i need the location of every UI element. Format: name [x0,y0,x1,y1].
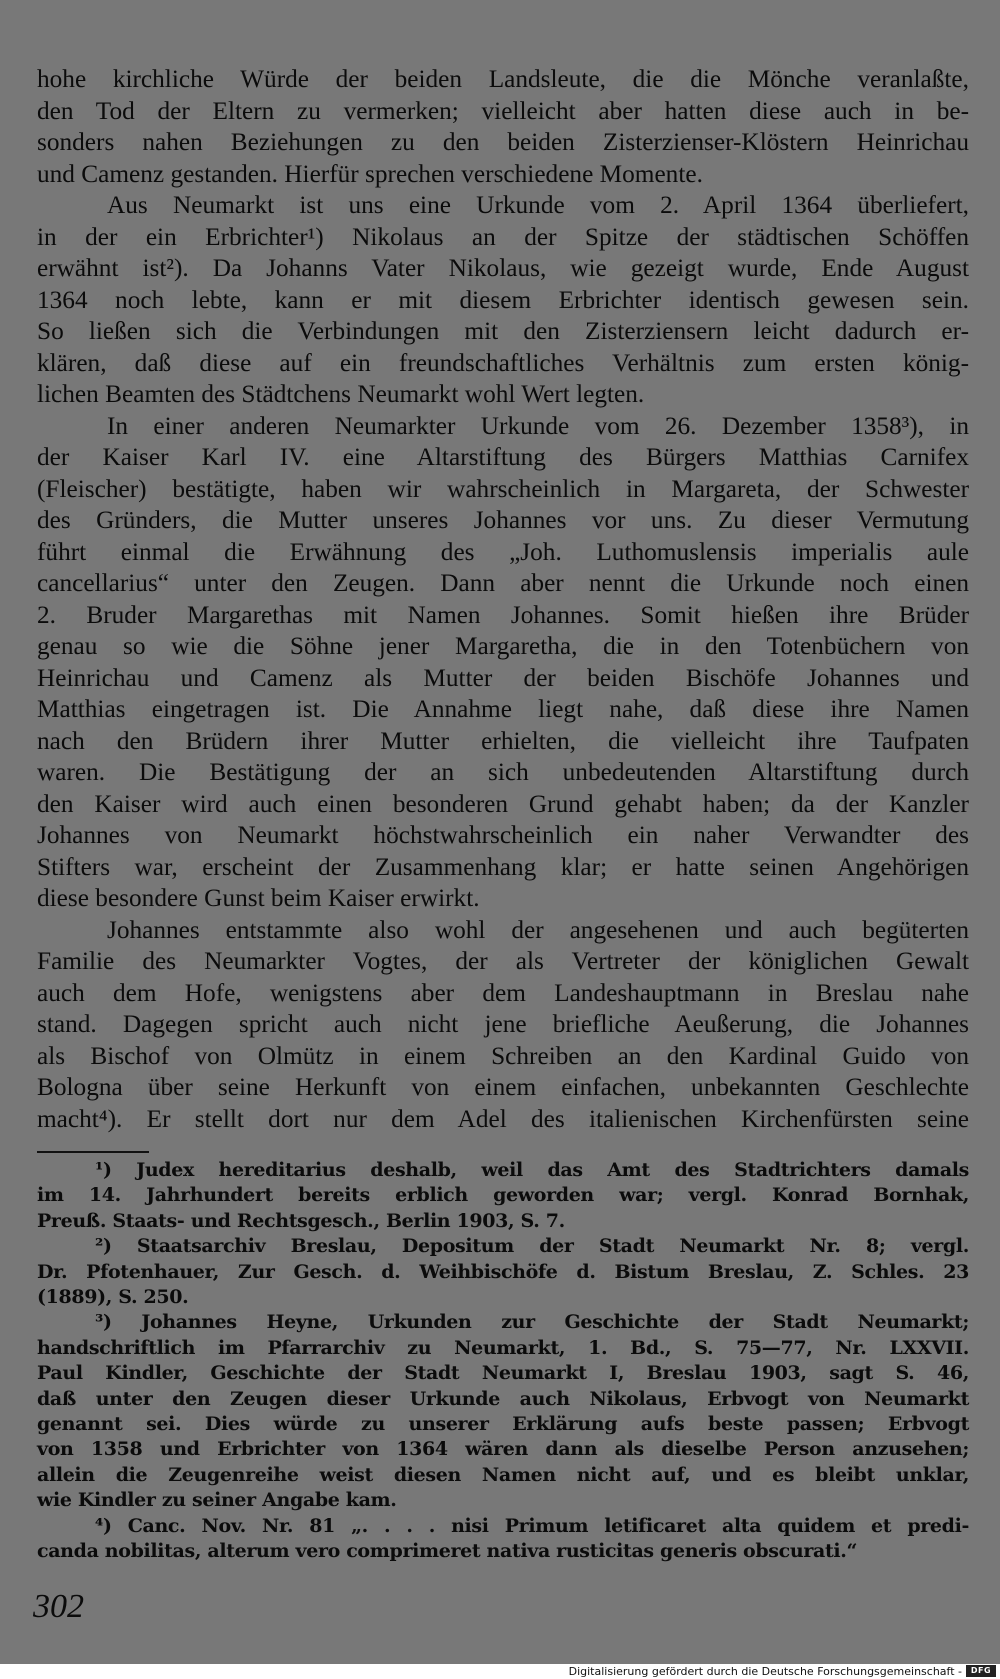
footnote-line: ²) Staatsarchiv Breslau, Depositum der Stadt Neumarkt Nr. 8; vergl. [95,1235,969,1258]
text-line: Matthias eingetragen ist. Die Annahme liegt nahe, daß diese ihre Namen [37,695,969,723]
footnote-line: allein die Zeugenreihe weist diesen Namen nicht auf, und es bleibt unklar, [37,1463,969,1486]
footnote-line: Preuß. Staats- und Rechtsgesch., Berlin 1903, S. 7. [37,1209,565,1232]
footnote-line: ¹) Judex hereditarius deshalb, weil das Amt des Stadtrichters damals [95,1159,969,1181]
text-line: erwähnt ist²). Da Johanns Vater Nikolaus, wie gezeigt wurde, Ende August [37,254,969,282]
footnote-line: canda nobilitas, alterum vero comprimeret nativa rusticitas generis obscurati.“ [37,1540,858,1563]
text-line: den Tod der Eltern zu vermerken; vielleicht aber hatten diese auch in be- [37,96,969,125]
footnote-line: (1889), S. 250. [37,1286,189,1309]
footnote-line: Dr. Pfotenhauer, Zur Gesch. d. Weihbischöfe d. Bistum Breslau, Z. Schles. 23 [37,1260,969,1283]
footnote-line: daß unter den Zeugen dieser Urkunde auch Nikolaus, Erbvogt von Neumarkt [37,1387,969,1410]
text-line: auch dem Hofe, wenigstens aber dem Landeshauptmann in Breslau nahe [37,978,969,1007]
footnote-line: ⁴) Canc. Nov. Nr. 81 „. . . . nisi Primum letificaret alta quidem et predi- [95,1514,969,1537]
text-line: hohe kirchliche Würde der beiden Landsleute, die die Mönche veranlaßte, [37,65,969,93]
text-line: diese besondere Gunst beim Kaiser erwirkt. [37,884,480,912]
text-line: Bologna über seine Herkunft von einem einfachen, unbekannten Geschlechte [37,1073,969,1101]
footnote-line: Paul Kindler, Geschichte der Stadt Neumarkt I, Breslau 1903, sagt S. 46, [37,1362,969,1385]
text-line: den Kaiser wird auch einen besonderen Grund gehabt haben; da der Kanzler [37,789,969,818]
text-line: klären, daß diese auf ein freundschaftliches Verhältnis zum ersten könig- [37,348,969,377]
text-line: des Gründers, die Mutter unseres Johannes vor uns. Zu dieser Vermutung [37,506,969,534]
text-line: In einer anderen Neumarkter Urkunde vom 26. Dezember 1358³), in [107,411,969,440]
text-line: in der ein Erbrichter¹) Nikolaus an der Spitze der städtischen Schöffen [37,222,969,251]
dfg-logo-icon: DFG [966,1665,996,1677]
text-line: So ließen sich die Verbindungen mit den Zisterziensern leicht dadurch er- [37,317,969,345]
text-line: 2. Bruder Margarethas mit Namen Johannes. Somit hießen ihre Brüder [37,600,969,629]
page-number: 302 [33,1588,84,1625]
text-line: lichen Beamten des Städtchens Neumarkt wohl Wert legten. [37,380,645,408]
main-text [37,64,969,1135]
text-line: waren. Die Bestätigung der an sich unbedeutenden Altarstiftung durch [37,758,969,786]
footnote-line: im 14. Jahrhundert bereits erblich geworden war; vergl. Konrad Bornhak, [37,1184,969,1207]
footnote-line: ³) Johannes Heyne, Urkunden zur Geschichte der Stadt Neumarkt; [95,1311,969,1334]
text-line: führt einmal die Erwähnung des „Joh. Luthomuslensis imperialis aule [37,537,969,566]
text-line: genau so wie die Söhne jener Margaretha, die in den Totenbüchern von [37,632,969,660]
footnote-line: wie Kindler zu seiner Angabe kam. [37,1489,397,1512]
text-line: (Fleischer) bestätigte, haben wir wahrscheinlich in Margareta, der Schwester [37,474,969,503]
text-line: und Camenz gestanden. Hierfür sprechen verschiedene Momente. [37,159,703,188]
text-line: macht⁴). Er stellt dort nur dem Adel des italienischen Kirchenfürsten seine [37,1104,969,1133]
text-line: Heinrichau und Camenz als Mutter der beiden Bischöfe Johannes und [37,663,969,692]
text-line: stand. Dagegen spricht auch nicht jene briefliche Aeußerung, die Johannes [37,1010,969,1038]
text-line: der Kaiser Karl IV. eine Altarstiftung des Bürgers Matthias Carnifex [37,443,969,471]
text-line: Johannes von Neumarkt höchstwahrscheinlich ein naher Verwandter des [37,821,969,849]
text-line: als Bischof von Olmütz in einem Schreiben an den Kardinal Guido von [37,1041,969,1070]
footnotes [37,1158,969,1565]
text-line: cancellarius“ unter den Zeugen. Dann aber nennt die Urkunde noch einen [37,569,969,597]
text-line: nach den Brüdern ihrer Mutter erhielten, die vielleicht ihre Taufpaten [37,726,969,755]
digitization-credit: Digitalisierung gefördert durch die Deutsche Forschungsgemeinschaft - [568,1665,962,1678]
text-line: 1364 noch lebte, kann er mit diesem Erbrichter identisch gewesen sein. [37,285,969,314]
footnote-line: handschriftlich im Pfarrarchiv zu Neumarkt, 1. Bd., S. 75—77, Nr. LXXVII. [37,1336,969,1359]
text-line: sonders nahen Beziehungen zu den beiden Zisterzienser-Klöstern Heinrichau [37,128,969,156]
footnote-line: genannt sei. Dies würde zu unserer Erklärung aufs beste passen; Erbvogt [37,1413,969,1436]
text-line: Johannes entstammte also wohl der angesehenen und auch begüterten [107,915,969,944]
text-line: Aus Neumarkt ist uns eine Urkunde vom 2. April 1364 überliefert, [107,191,969,219]
footnote-line: von 1358 und Erbrichter von 1364 wären dann als dieselbe Person anzusehen; [37,1438,969,1461]
footnote-divider [37,1151,149,1153]
text-line: Stifters war, erscheint der Zusammenhang klar; er hatte seinen Angehörigen [37,852,969,881]
text-line: Familie des Neumarkter Vogtes, der als Vertreter der königlichen Gewalt [37,947,969,975]
